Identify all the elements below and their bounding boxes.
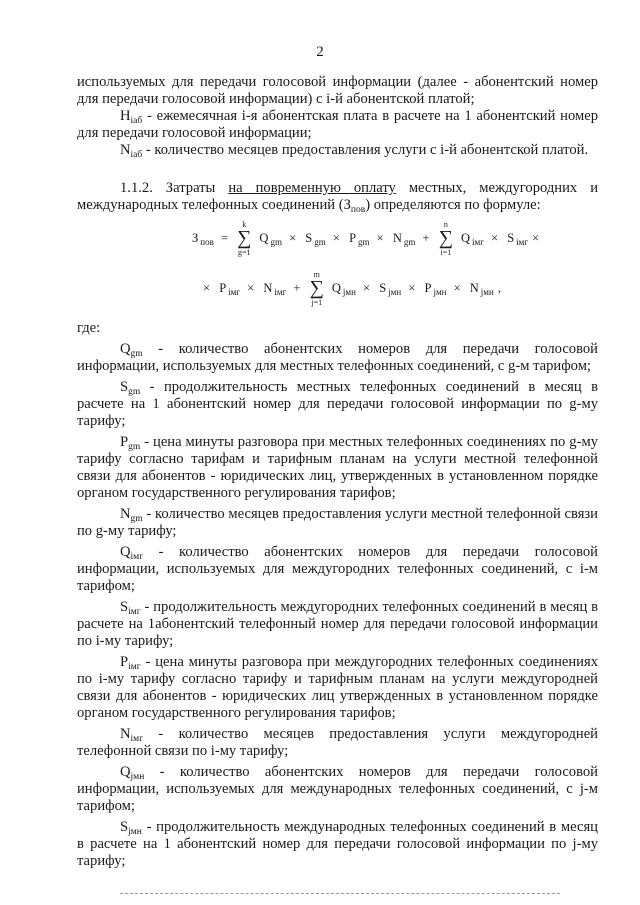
times-sign: ×	[491, 231, 499, 245]
term-symbol: Q	[460, 231, 470, 246]
symbol: Q	[120, 544, 131, 560]
formula-lhs-subscript: пов	[200, 236, 214, 247]
symbol-subscript: gm	[128, 442, 141, 452]
section-text-pre: 1.1.2. Затраты	[120, 180, 229, 196]
section-text-mid: местных, междугородних и международных телефонных соединений (З	[77, 180, 599, 213]
term-s-gm	[303, 230, 325, 248]
document-body	[77, 74, 598, 870]
symbol: Q	[120, 341, 131, 357]
symbol: S	[120, 599, 129, 615]
symbol: S	[120, 379, 129, 395]
symbol: H	[120, 108, 131, 124]
term-subscript: jмн	[480, 286, 494, 297]
definition-text: - цена минуты разговора при междугородних телефонных соединениях по i-му тарифу согласно тарифу и тарифным планам на услуги междугородней связи для абонентов - юридических лиц утвержденных в установленном порядке органом государственного регулирования тарифов;	[77, 654, 598, 721]
definition-text: - количество абонентских номеров для передачи голосовой информации, используемых для местных телефонных соединений, с g-м тарифом;	[77, 341, 598, 374]
sum-upper-limit: n	[443, 220, 448, 229]
term-subscript: gm	[358, 236, 370, 247]
term-subscript: jмн	[433, 286, 447, 297]
symbol: Q	[120, 764, 131, 780]
term-q-img	[459, 230, 484, 248]
symbol-subscript: iаб	[130, 150, 143, 160]
definition-text: - количество месяцев предоставления услуги с i-й абонентской платой.	[142, 142, 589, 158]
times-sign: ×	[332, 231, 340, 245]
sum-n	[437, 220, 455, 257]
formula-equals: =	[220, 231, 229, 245]
definition-text: - количество месяцев предоставления услуги местной телефонной связи по g-му тарифу;	[77, 506, 598, 539]
term-symbol: S	[507, 231, 515, 246]
term-subscript: jмн	[342, 286, 356, 297]
term-subscript: iмг	[516, 236, 529, 247]
section-subscript: пов	[350, 205, 366, 215]
times-sign: ×	[376, 231, 384, 245]
formula-line-2	[201, 270, 503, 307]
symbol-subscript: gm	[130, 349, 143, 359]
term-n-img	[261, 280, 286, 298]
definition-item	[77, 544, 598, 595]
section-underlined-text: на повременную оплату	[228, 180, 396, 196]
definition-text: - цена минуты разговора при местных телефонных соединениях по g-му тарифу согласно тарифам и тарифным планам на услуги местной телефонной связи для абонентов - юридических лиц, утвержденных в установленном порядке органом государственного регулирования тарифов;	[77, 434, 598, 501]
symbol: N	[120, 726, 131, 742]
symbol-subscript: jмн	[130, 772, 145, 782]
definition-text: - количество абонентских номеров для передачи голосовой информации, используемых для международных телефонных соединений, с j-м тарифом;	[77, 764, 598, 814]
times-sign: ×	[532, 231, 540, 245]
symbol-subscript: iаб	[130, 116, 143, 126]
symbol-subscript: jмн	[128, 827, 142, 837]
term-subscript: gm	[270, 236, 282, 247]
symbol-subscript: gm	[130, 514, 143, 524]
symbol: S	[120, 819, 129, 835]
definition-item	[77, 506, 598, 540]
times-sign: ×	[203, 281, 211, 295]
symbol: N	[120, 506, 131, 522]
term-symbol: N	[469, 281, 479, 296]
term-symbol: N	[392, 231, 402, 246]
term-symbol: Q	[331, 281, 341, 296]
definition-item	[77, 819, 598, 870]
symbol: P	[120, 434, 129, 450]
sigma-symbol: ∑	[438, 227, 453, 249]
term-subscript: iмг	[472, 236, 484, 247]
sum-lower-limit: g=1	[238, 248, 251, 257]
term-symbol: Q	[259, 231, 269, 246]
definition-item	[77, 379, 598, 430]
intro-paragraph: используемых для передачи голосовой информации (далее - абонентский номер для передачи голосовой информации) с i-й абонентской платой;	[77, 74, 598, 107]
plus-sign: +	[293, 281, 301, 295]
definition-item	[77, 434, 598, 502]
sum-m	[308, 270, 326, 307]
formula-lhs-symbol: З	[192, 231, 199, 246]
definition-text: - продолжительность международных телефонных соединений в месяц в расчете на 1 абонентский номер для передачи голосовой информации по j-му тарифу;	[77, 819, 598, 869]
term-symbol: S	[379, 281, 387, 296]
definition-item	[77, 599, 598, 650]
sigma-symbol: ∑	[237, 227, 252, 249]
times-sign: ×	[363, 281, 371, 295]
formula-line-1	[188, 220, 541, 257]
sigma-symbol: ∑	[309, 277, 324, 299]
term-symbol: P	[349, 231, 357, 246]
definitions-list	[77, 341, 598, 870]
term-s-img	[505, 230, 528, 248]
times-sign: ×	[289, 231, 297, 245]
definition-item	[77, 654, 598, 722]
term-subscript: iмг	[274, 286, 287, 297]
times-sign: ×	[247, 281, 255, 295]
section-text-post: ) определяются по формуле:	[365, 197, 541, 213]
definition-item	[77, 341, 598, 375]
definition-n-iab	[77, 142, 598, 159]
symbol: P	[120, 654, 129, 670]
definition-item	[77, 726, 598, 760]
term-subscript: gm	[314, 236, 326, 247]
definition-text: - количество месяцев предоставления услуги междугородней телефонной связи по i-му тарифу;	[77, 726, 598, 759]
term-p-jmn	[422, 280, 446, 298]
term-p-gm	[347, 230, 369, 248]
term-symbol: P	[424, 281, 432, 296]
sum-lower-limit: j=1	[311, 298, 323, 307]
definition-text: - продолжительность междугородних телефонных соединений в месяц в расчете на 1абонентский телефонный номер для передачи голосовой информации по i-му тарифу;	[77, 599, 598, 649]
term-n-gm	[391, 230, 416, 248]
times-sign: ×	[408, 281, 416, 295]
symbol-subscript: gm	[128, 387, 141, 397]
where-label: где:	[77, 320, 101, 336]
definition-h-iab	[77, 108, 598, 142]
sum-upper-limit: m	[313, 270, 320, 279]
term-s-jmn	[377, 280, 401, 298]
times-sign: ×	[453, 281, 461, 295]
symbol-subscript: iмг	[128, 662, 141, 672]
formula-tail: ,	[497, 281, 501, 295]
page-number: 2	[316, 44, 324, 60]
term-symbol: S	[305, 231, 313, 246]
formula-lhs	[190, 230, 214, 248]
formula-block	[77, 216, 598, 320]
section-heading-paragraph	[77, 180, 598, 214]
term-q-gm	[257, 230, 282, 248]
term-subscript: gm	[403, 236, 416, 247]
term-symbol: N	[263, 281, 273, 296]
scan-edge-divider	[120, 893, 560, 894]
definition-text: - продолжительность местных телефонных соединений в месяц в расчете на 1 абонентский номер для передачи голосовой информации по g-му тарифу;	[77, 379, 598, 429]
symbol-subscript: iмг	[130, 552, 144, 562]
symbol-subscript: iмг	[130, 734, 144, 744]
plus-sign: +	[422, 231, 430, 245]
term-q-jmn	[330, 280, 356, 298]
definition-item	[77, 764, 598, 815]
term-subscript: jмн	[388, 286, 402, 297]
term-n-jmn	[468, 280, 494, 298]
symbol: N	[120, 142, 131, 158]
definition-text: - ежемесячная i-я абонентская плата в расчете на 1 абонентский номер для передачи голосовой информации;	[77, 108, 598, 141]
sum-k	[235, 220, 253, 257]
symbol-subscript: iмг	[128, 607, 141, 617]
term-p-img	[217, 280, 240, 298]
definition-text: - количество абонентских номеров для передачи голосовой информации, используемых для междугородних телефонных соединений, с i-м тарифом;	[77, 544, 598, 594]
term-symbol: P	[219, 281, 227, 296]
term-subscript: iмг	[228, 286, 241, 297]
sum-lower-limit: i=1	[440, 248, 452, 257]
sum-upper-limit: k	[242, 220, 247, 229]
